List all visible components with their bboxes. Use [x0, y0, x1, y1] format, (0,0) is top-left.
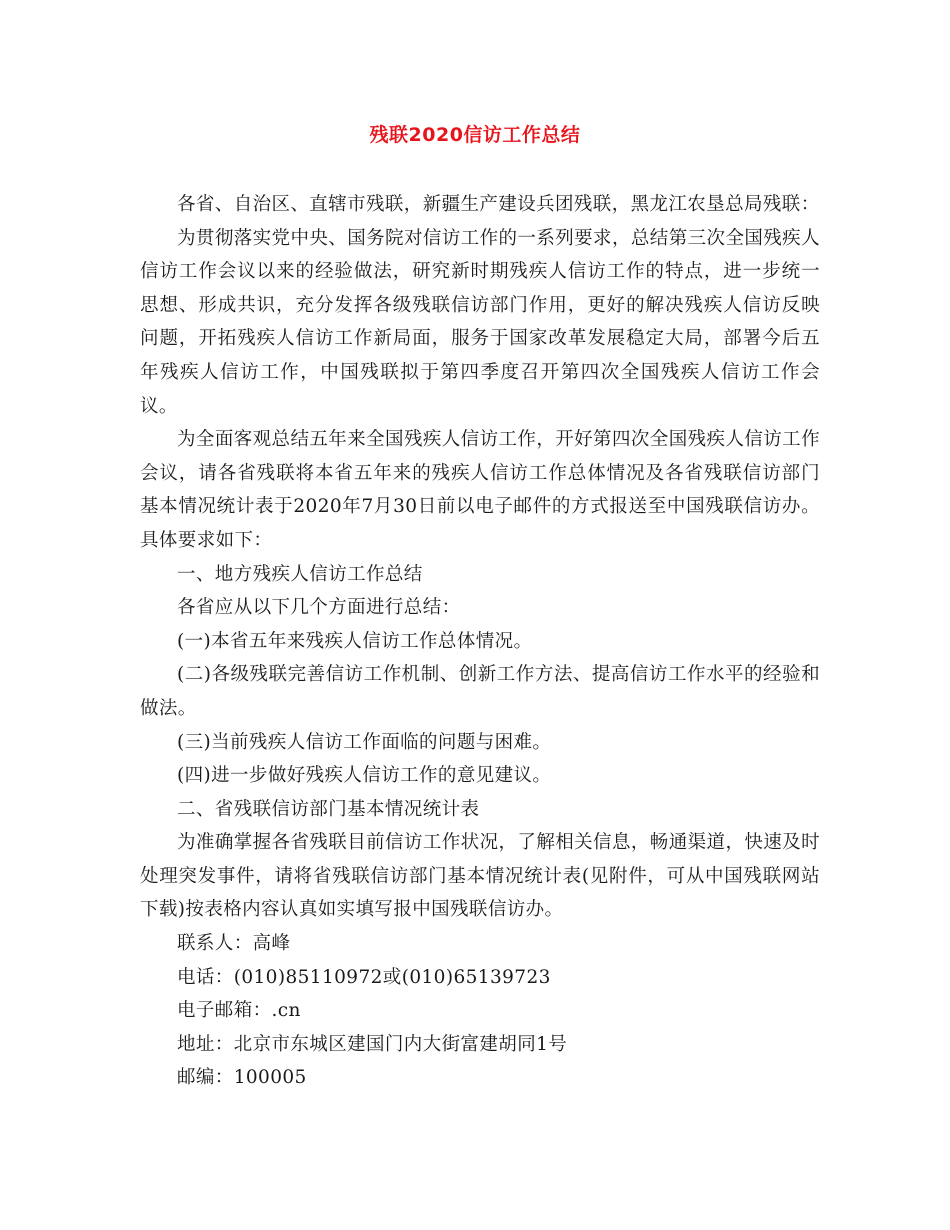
section-heading: 一、地方残疾人信访工作总结	[177, 563, 423, 585]
list-item: (四)进一步做好残疾人信访工作的意见建议。	[177, 765, 552, 787]
document-body	[140, 188, 820, 1095]
contact-phone: 电话：(010)85110972或(010)65139723	[177, 966, 551, 988]
section-heading: 二、省残联信访部门基本情况统计表	[177, 798, 480, 820]
body-paragraph: 为贯彻落实党中央、国务院对信访工作的一系列要求，总结第三次全国残疾人信访工作会议以来的经验做法，研究新时期残疾人信访工作的特点，进一步统一思想、形成共识，充分发挥各级残联信访部门作用，更好的解决残疾人信访反映问题，开拓残疾人信访工作新局面，服务于国家改革发展稳定大局，部署今后五年残疾人信访工作，中国残联拟于第四季度召开第四次全国残疾人信访工作会议。	[140, 227, 820, 417]
contact-email: 电子邮箱：.cn	[177, 1000, 301, 1022]
body-paragraph: 为准确掌握各省残联目前信访工作状况，了解相关信息，畅通渠道，快速及时处理突发事件，请将省残联信访部门基本情况统计表(见附件，可从中国残联网站下载)按表格内容认真如实填写报中国残联信访办。	[140, 832, 820, 921]
list-item: (二)各级残联完善信访工作机制、创新工作方法、提高信访工作水平的经验和做法。	[140, 664, 820, 719]
document-title: 残联2020信访工作总结	[369, 124, 581, 146]
body-paragraph: 为全面客观总结五年来全国残疾人信访工作，开好第四次全国残疾人信访工作会议，请各省残联将本省五年来的残疾人信访工作总体情况及各省残联信访部门基本情况统计表于2020年7月30日前以电子邮件的方式报送至中国残联信访办。具体要求如下：	[140, 429, 820, 551]
contact-postcode: 邮编：100005	[177, 1067, 307, 1089]
salutation-paragraph: 各省、自治区、直辖市残联，新疆生产建设兵团残联，黑龙江农垦总局残联：	[177, 194, 820, 215]
list-item: (三)当前残疾人信访工作面临的问题与困难。	[177, 731, 552, 753]
contact-person: 联系人：高峰	[177, 933, 291, 955]
list-item: (一)本省五年来残疾人信访工作总体情况。	[177, 630, 533, 652]
contact-address: 地址：北京市东城区建国门内大街富建胡同1号	[177, 1033, 568, 1055]
body-paragraph: 各省应从以下几个方面进行总结：	[177, 597, 461, 619]
